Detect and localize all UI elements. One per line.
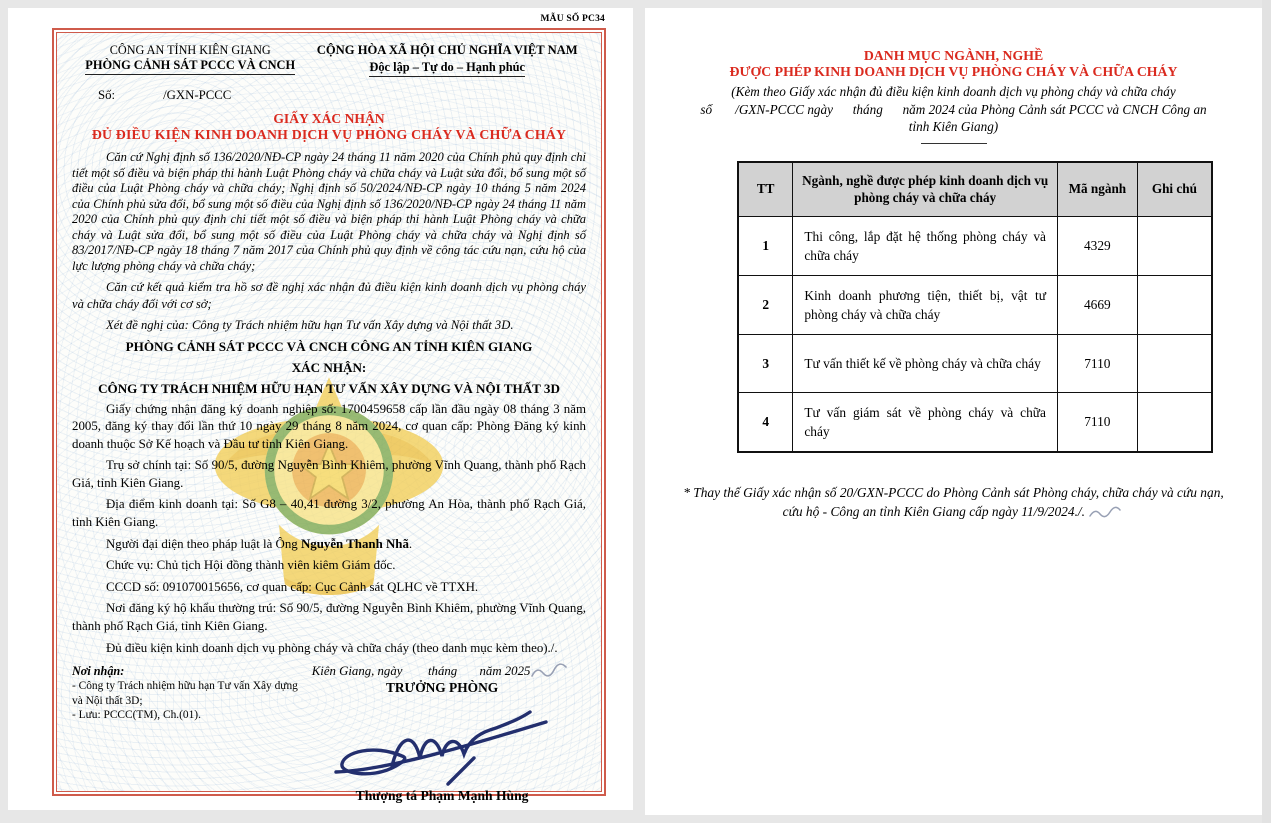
pencil-mark-icon — [530, 665, 572, 679]
form-code-label: MẪU SỐ PC34 — [540, 14, 605, 24]
cell-note — [1137, 393, 1212, 453]
national-title: CỘNG HÒA XÃ HỘI CHỦ NGHĨA VIỆT NAM — [316, 43, 578, 57]
date-place-line: Kiên Giang, ngày tháng năm 2025 — [298, 664, 586, 679]
residence-paragraph: Nơi đăng ký hộ khẩu thường trú: Số 90/5, đường Nguyễn Bình Khiêm, phường Vĩnh Quang, thành phố Rạch Giá, tỉnh Kiên Giang. — [72, 601, 586, 634]
cell-code: 4669 — [1057, 276, 1137, 335]
document-number-line — [72, 88, 586, 103]
table-row — [738, 393, 1212, 453]
cell-name: Tư vấn thiết kế về phòng cháy và chữa cháy — [793, 335, 1058, 393]
handwritten-signature — [330, 700, 555, 786]
agency-parent: CÔNG AN TỈNH KIÊN GIANG — [109, 43, 271, 57]
table-row — [738, 217, 1212, 276]
certificate-title-line1: GIẤY XÁC NHẬN — [273, 111, 385, 126]
annex-page — [645, 8, 1262, 815]
recipient-item: - Công ty Trách nhiệm hữu hạn Tư vấn Xây dựng và Nội thất 3D; — [72, 680, 298, 707]
confirm-label: XÁC NHẬN: — [291, 359, 367, 375]
representative-suffix: . — [408, 536, 413, 551]
subtitle-divider — [921, 143, 987, 144]
agency-block — [72, 43, 308, 77]
national-motto-block — [308, 43, 586, 77]
cell-note — [1137, 335, 1212, 393]
table-row — [738, 276, 1212, 335]
certificate-red-border — [52, 28, 606, 804]
table-header-row — [738, 162, 1212, 217]
representative-paragraph — [72, 536, 586, 554]
request-paragraph: Xét đề nghị của: Công ty Trách nhiệm hữu hạn Tư vấn Xây dựng và Nội thất 3D. — [106, 318, 514, 332]
cell-note — [1137, 217, 1212, 276]
cell-code: 7110 — [1057, 393, 1137, 453]
col-header-note: Ghi chú — [1137, 162, 1212, 217]
col-header-code: Mã ngành — [1057, 162, 1137, 217]
agency-name: PHÒNG CẢNH SÁT PCCC VÀ CNCH — [85, 58, 295, 75]
business-location-paragraph: Địa điểm kinh doanh tại: Số G8 – 40,41 đường 3/2, phường An Hòa, thành phố Rạch Giá, tỉnh Kiên Giang. — [72, 497, 586, 530]
col-header-name: Ngành, nghề được phép kinh doanh dịch vụ phòng cháy và chữa cháy — [793, 162, 1058, 217]
company-name: CÔNG TY TRÁCH NHIỆM HỮU HẠN TƯ VẤN XÂY DỰNG VÀ NỘI THẤT 3D — [98, 380, 560, 396]
viewer-edge — [1262, 0, 1271, 823]
cell-tt: 2 — [738, 276, 793, 335]
cell-tt: 1 — [738, 217, 793, 276]
representative-name: Nguyễn Thanh Nhã — [300, 536, 409, 551]
conclusion-paragraph: Đủ điều kiện kinh doanh dịch vụ phòng cháy và chữa cháy (theo danh mục kèm theo)./. — [106, 640, 558, 655]
cell-name: Tư vấn giám sát về phòng cháy và chữa cháy — [793, 393, 1058, 453]
cell-note — [1137, 276, 1212, 335]
cell-tt: 4 — [738, 393, 793, 453]
representative-prefix: Người đại diện theo pháp luật là Ông — [106, 536, 301, 551]
col-header-tt: TT — [738, 162, 793, 217]
annex-title-line1: DANH MỤC NGÀNH, NGHỀ — [863, 48, 1044, 63]
recipients-label: Nơi nhận: — [72, 664, 125, 679]
cell-tt: 3 — [738, 335, 793, 393]
registration-paragraph: Giấy chứng nhận đăng ký doanh nghiệp số: 1700459658 cấp lần đầu ngày 08 tháng 3 năm 2005, đăng ký thay đổi lần thứ 10 ngày 29 tháng 8 năm 2024, cơ quan cấp: Phòng Đăng ký kinh doanh thuộc Sở Kế hoạch và Đầu tư tỉnh Kiên Giang. — [72, 401, 586, 451]
business-lines-table — [737, 161, 1213, 454]
certificate-title-line2: ĐỦ ĐIỀU KIỆN KINH DOANH DỊCH VỤ PHÒNG CHÁY VÀ CHỮA CHÁY — [91, 127, 567, 142]
headquarters-paragraph: Trụ sở chính tại: Số 90/5, đường Nguyễn Bình Khiêm, phường Vĩnh Quang, thành phố Rạch Giá, tỉnh Kiên Giang. — [72, 458, 586, 490]
national-motto: Độc lập – Tự do – Hạnh phúc — [369, 60, 525, 77]
pencil-mark-icon — [1088, 507, 1124, 519]
table-row — [738, 335, 1212, 393]
document-number-label: Số: — [98, 88, 116, 102]
position-paragraph: Chức vụ: Chủ tịch Hội đồng thành viên kiêm Giám đốc. — [106, 558, 396, 573]
certificate-body — [56, 32, 602, 804]
annex-subtitle: (Kèm theo Giấy xác nhận đủ điều kiện kinh doanh dịch vụ phòng cháy và chữa cháy số /GXN-PCCC ngày tháng năm 2024 của Phòng Cảnh sát PCCC và CNCH Công an tỉnh Kiên Giang) — [700, 84, 1207, 134]
signing-block — [298, 664, 586, 804]
cell-code: 4329 — [1057, 217, 1137, 276]
cell-name: Thi công, lắp đặt hệ thống phòng cháy và chữa cháy — [793, 217, 1058, 276]
cell-name: Kinh doanh phương tiện, thiết bị, vật tư phòng cháy và chữa cháy — [793, 276, 1058, 335]
document-number-value: /GXN-PCCC — [163, 88, 232, 102]
issuer-line: PHÒNG CẢNH SÁT PCCC VÀ CNCH CÔNG AN TỈNH KIÊN GIANG — [125, 338, 533, 354]
signature-block — [72, 664, 586, 804]
annex-title-line2: ĐƯỢC PHÉP KINH DOANH DỊCH VỤ PHÒNG CHÁY VÀ CHỮA CHÁY — [729, 64, 1178, 79]
legal-basis-paragraph: Căn cứ Nghị định số 136/2020/NĐ-CP ngày 24 tháng 11 năm 2020 của Chính phủ quy định chi tiết một số điều và biện pháp thi hành Luật Phòng cháy và chữa cháy và Luật sửa đổi, bổ sung một số điều của Luật Phòng cháy và chữa cháy; Nghị định số 50/2024/NĐ-CP ngày 10 tháng 5 năm 2024 của Chính phủ sửa đổi, bổ sung một số điều của Nghị định số 136/2020/NĐ-CP ngày 24 tháng 11 năm 2020 của Chính phủ quy định chi tiết một số điều và biện pháp thi hành Luật Phòng cháy và chữa cháy và Luật sửa đổi, bổ sung một số điều của Luật Phòng cháy và chữa cháy và Nghị định số 83/2017/NĐ-CP ngày 18 tháng 7 năm 2017 của Chính phủ quy định về công tác cứu nạn, cứu hộ của lực lượng phòng cháy và chữa cháy; — [72, 150, 586, 273]
signer-name: Thượng tá Phạm Mạnh Hùng — [355, 788, 529, 804]
document-header — [72, 43, 586, 77]
signer-title: TRƯỞNG PHÒNG — [385, 680, 499, 696]
recipient-item: - Lưu: PCCC(TM), Ch.(01). — [72, 709, 201, 722]
recipients-block — [72, 664, 298, 804]
replacement-footnote: * Thay thế Giấy xác nhận số 20/GXN-PCCC do Phòng Cảnh sát Phòng cháy, chữa cháy và cứu nạn, cứu hộ - Công an tỉnh Kiên Giang cấp ngày 11/9/2024./. — [683, 485, 1224, 520]
cell-code: 7110 — [1057, 335, 1137, 393]
id-paragraph: CCCD số: 091070015656, cơ quan cấp: Cục Cảnh sát QLHC về TTXH. — [106, 579, 479, 594]
certificate-page — [8, 8, 633, 810]
checking-paragraph: Căn cứ kết quả kiểm tra hồ sơ đề nghị xác nhận đủ điều kiện kinh doanh dịch vụ phòng cháy và chữa cháy đối với cơ sở; — [72, 280, 586, 311]
